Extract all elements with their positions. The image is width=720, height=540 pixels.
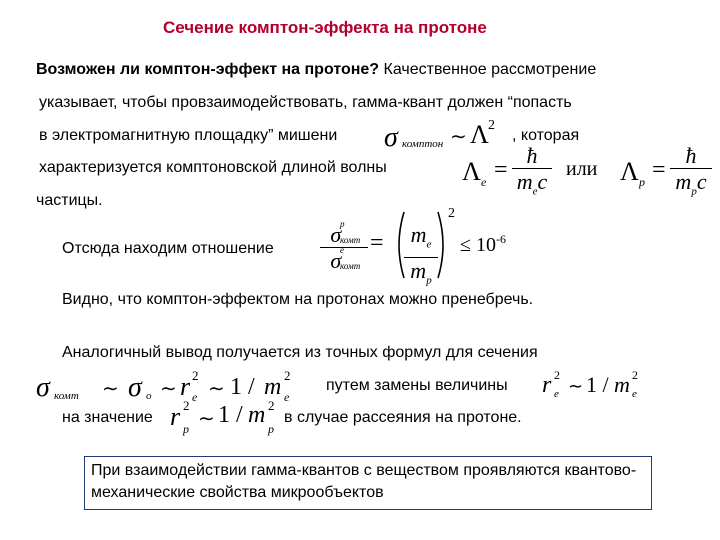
or-word: или bbox=[566, 158, 598, 180]
formula-compton-wavelengths: Λ e = ħ $m_ec$ или Λ p = ħ $m_pc$ bbox=[462, 143, 714, 199]
paragraph-4-value: на значение bbox=[62, 409, 153, 426]
paragraph-1-line-5: частицы. bbox=[36, 192, 103, 209]
formula-re-squared: r 2 e ∼ 1 / m 2 e bbox=[542, 368, 638, 400]
paragraph-3: Видно, что комптон-эффектом на протонах можно пренебречь. bbox=[62, 291, 534, 308]
formula-ratio: σ p комт σ e комт = $\frac{m_e}{m_p}$ 2 ≤ 10 -6 bbox=[320, 210, 510, 282]
paragraph-1-line-2: указывает, чтобы провзаимодействовать, гамма-квант должен “попасть bbox=[39, 94, 572, 111]
formula-rp-squared: r 2 p ∼ 1 / m 2 p bbox=[170, 398, 275, 436]
note-text: При взаимодействии гамма-квантов с веществом проявляются квантово-механические свойства микрообъектов bbox=[91, 462, 637, 501]
paragraph-2: Отсюда находим отношение bbox=[62, 240, 274, 257]
formula-sigma-chain: σ комт ∼ σ o ∼ r 2 e ∼ 1 / m 2 e bbox=[36, 368, 291, 404]
paragraph-4-replace: путем замены величины bbox=[326, 377, 508, 394]
paragraph-1-line-3: в электромагнитную площадку” мишени bbox=[39, 127, 338, 144]
note-box bbox=[84, 456, 652, 510]
paragraph-1-line-4: характеризуется комптоновской длиной волны bbox=[39, 159, 387, 176]
paragraph-4-end: в случае рассеяния на протоне. bbox=[284, 409, 522, 426]
page-title: Сечение комптон-эффекта на протоне bbox=[163, 18, 487, 37]
paragraph-1-line-3-end: , которая bbox=[512, 127, 580, 144]
question-text: Возможен ли комптон-эффект на протоне? bbox=[36, 61, 380, 78]
paragraph-4-line-1: Аналогичный вывод получается из точных формул для сечения bbox=[62, 344, 538, 361]
paragraph-1-line-1 bbox=[36, 60, 596, 80]
formula-sigma-compton: σ комптон ∼ Λ 2 bbox=[384, 118, 495, 153]
line1-rest: Качественное рассмотрение bbox=[379, 61, 597, 78]
